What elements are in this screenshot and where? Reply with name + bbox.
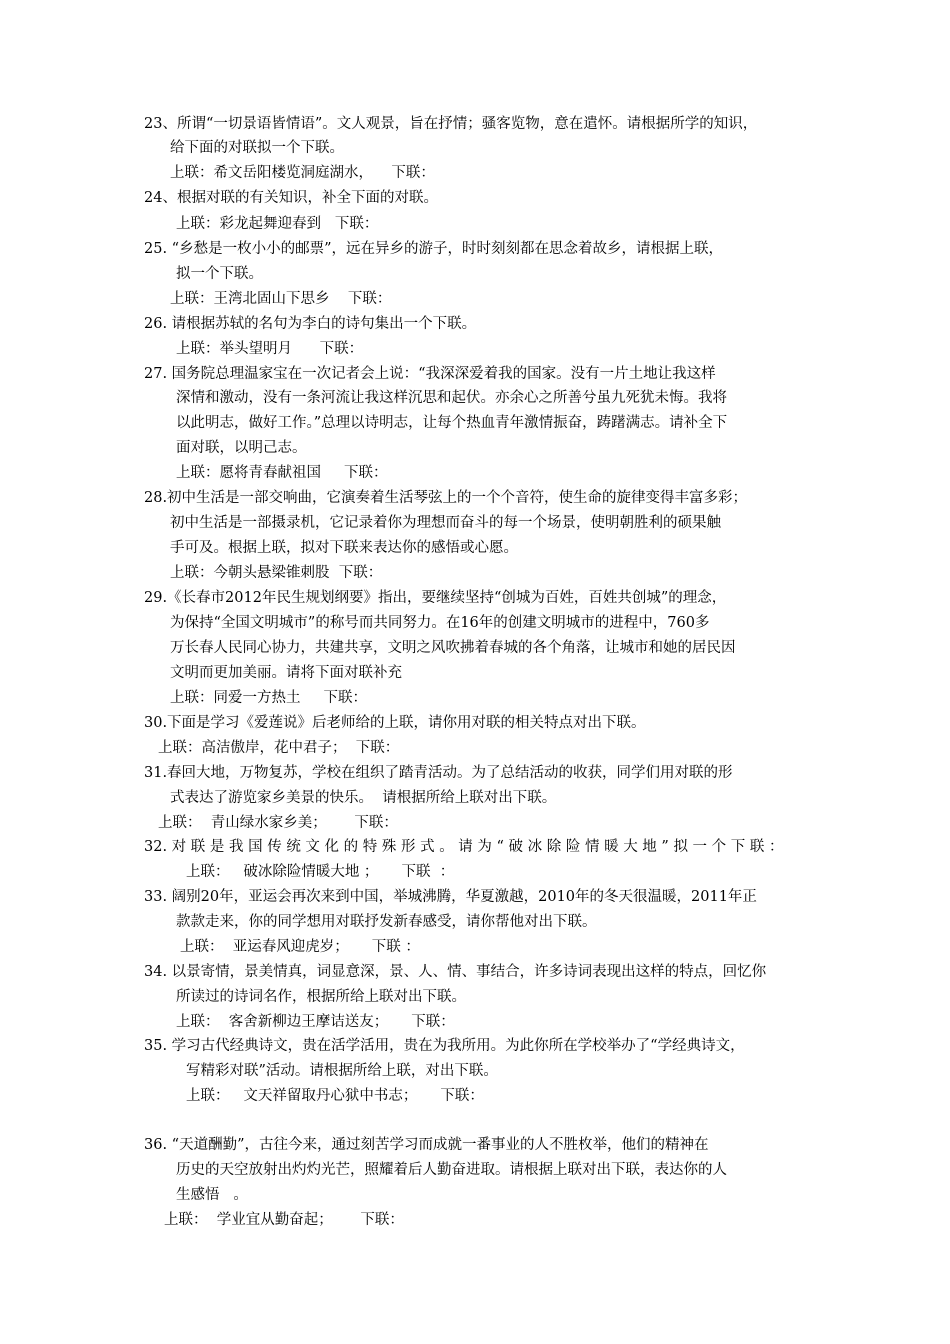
- question-33-cont: 款款走来，你的同学想用对联抒发新春感受，请你帮他对出下联。: [176, 914, 597, 930]
- couplet-32: 上联： 破冰除险情暖大地 ； 下联 ：: [186, 864, 455, 880]
- question-25-cont: 拟一个下联。: [176, 266, 263, 282]
- question-34: 34. 以景寄情，景美情真，词显意深，景、人、情、事结合，许多诗词表现出这样的特点，回忆你: [144, 964, 767, 980]
- question-32: 32. 对 联 是 我 国 传 统 文 化 的 特 殊 形 式 。 请 为 “ 破 冰 除 险 情 暖 大 地 ” 拟 一 个 下 联 ：: [144, 839, 784, 855]
- question-25: 25. “乡愁是一枚小小的邮票”，远在异乡的游子，时时刻刻都在思念着故乡，请根据上联，: [144, 241, 723, 257]
- couplet-23: 上联：希文岳阳楼览洞庭湖水， 下联：: [170, 165, 435, 181]
- question-29-cont-3: 文明而更加美丽。请将下面对联补充: [170, 665, 402, 681]
- question-34-cont: 所读过的诗词名作，根据所给上联对出下联。: [176, 989, 466, 1005]
- question-35: 35. 学习古代经典诗文，贵在活学活用，贵在为我所用。为此你所在学校举办了“学经典诗文，: [144, 1038, 745, 1054]
- couplet-33: 上联： 亚运春风迎虎岁； 下联 ：: [180, 939, 420, 955]
- question-30: 30.下面是学习《爱莲说》后老师给的上联，请你用对联的相关特点对出下联。: [144, 715, 646, 731]
- question-35-cont: 写精彩对联”活动。请根据所给上联，对出下联。: [186, 1063, 498, 1079]
- couplet-35: 上联： 文天祥留取丹心狱中书志； 下联：: [186, 1088, 484, 1104]
- couplet-29: 上联：同爱一方热土 下联：: [170, 690, 368, 706]
- couplet-31: 上联： 青山绿水家乡美； 下联：: [158, 815, 398, 831]
- couplet-30: 上联：高洁傲岸，花中君子； 下联：: [158, 740, 400, 756]
- question-27: 27. 国务院总理温家宝在一次记者会上说：“我深深爱着我的国家。没有一片土地让我这样: [144, 366, 716, 382]
- question-27-cont-2: 以此明志，做好工作。”总理以诗明志，让每个热血青年激情振奋，踌躇满志。请补全下: [176, 415, 728, 431]
- couplet-27: 上联：愿将青春献祖国 下联：: [176, 465, 388, 481]
- question-23-cont: 给下面的对联拟一个下联。: [170, 140, 344, 156]
- question-36: 36. “天道酬勤”，古往今来，通过刻苦学习而成就一番事业的人不胜枚举，他们的精神在: [144, 1137, 709, 1153]
- couplet-25: 上联：王湾北固山下思乡 下联：: [170, 291, 392, 307]
- question-27-cont-1: 深情和激动，没有一条河流让我这样沉思和起伏。亦余心之所善兮虽九死犹未悔。我将: [176, 390, 727, 406]
- couplet-28: 上联：今朝头悬梁锥刺股 下联：: [170, 565, 383, 581]
- question-27-cont-3: 面对联，以明己志。: [176, 440, 307, 456]
- couplet-26: 上联：举头望明月 下联：: [176, 341, 364, 357]
- question-29-cont-1: 为保持“全国文明城市”的称号而共同努力。在16年的创建文明城市的进程中，760多: [170, 615, 710, 631]
- question-28-cont-1: 初中生活是一部摄录机，它记录着你为理想而奋斗的每一个场景，使明朝胜利的硕果触: [170, 515, 721, 531]
- couplet-24: 上联：彩龙起舞迎春到 下联：: [176, 216, 379, 232]
- question-29-cont-2: 万长春人民同心协力，共建共享，文明之风吹拂着春城的各个角落，让城市和她的居民因: [170, 640, 736, 656]
- question-31: 31.春回大地，万物复苏，学校在组织了踏青活动。为了总结活动的收获，同学们用对联的形: [144, 765, 733, 781]
- question-33: 33. 阔别20年，亚运会再次来到中国，举城沸腾，华夏激越，2010年的冬天很温暖，2011年正: [144, 889, 757, 905]
- question-29: 29.《长春市2012年民生规划纲要》指出，要继续坚持“创城为百姓，百姓共创城”的理念，: [144, 590, 727, 606]
- question-23: 23、所谓“一切景语皆情语”。文人观景，旨在抒情；骚客览物，意在遣怀。请根据所学的知识，: [144, 116, 758, 132]
- couplet-34: 上联： 客舍新柳边王摩诘送友； 下联：: [176, 1014, 455, 1030]
- question-24: 24、根据对联的有关知识，补全下面的对联。: [144, 190, 438, 206]
- question-36-cont-2: 生感悟 。: [176, 1187, 248, 1203]
- couplet-36: 上联： 学业宜从勤奋起； 下联：: [164, 1212, 404, 1228]
- question-28-cont-2: 手可及。根据上联，拟对下联来表达你的感悟或心愿。: [170, 540, 518, 556]
- question-31-cont: 式表达了游览家乡美景的快乐。 请根据所给上联对出下联。: [170, 790, 557, 806]
- question-26: 26. 请根据苏轼的名句为李白的诗句集出一个下联。: [144, 316, 477, 332]
- question-36-cont-1: 历史的天空放射出灼灼光芒，照耀着后人勤奋进取。请根据上联对出下联，表达你的人: [176, 1162, 727, 1178]
- question-28: 28.初中生活是一部交响曲，它演奏着生活琴弦上的一个个音符，使生命的旋律变得丰富多彩；: [144, 490, 748, 506]
